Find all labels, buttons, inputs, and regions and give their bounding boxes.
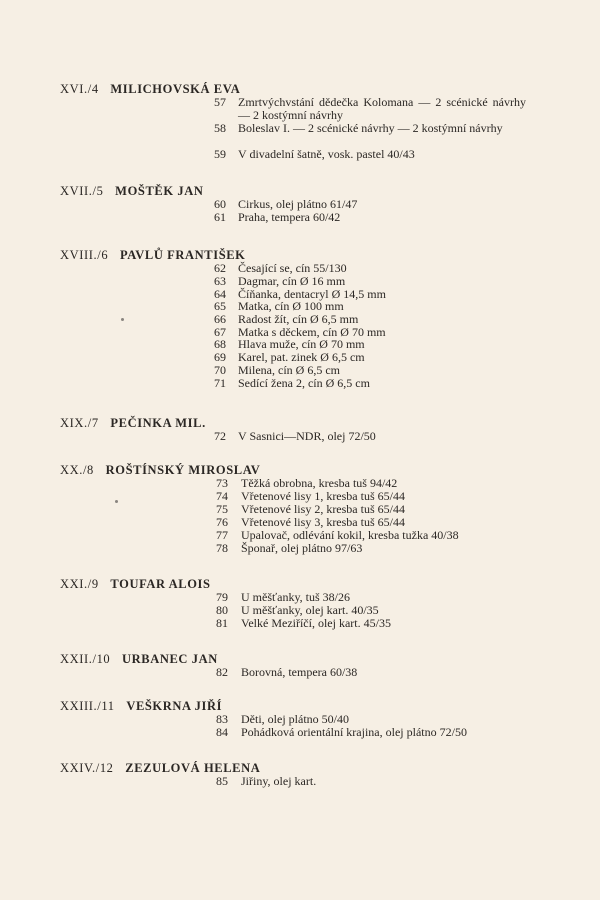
- artwork-number: 69: [214, 350, 226, 364]
- artwork-description: Těžká obrobna, kresba tuš 94/42: [241, 476, 398, 490]
- artwork-description: Velké Meziříčí, olej kart. 45/35: [241, 616, 391, 630]
- print-speck: [115, 500, 118, 503]
- artwork-number: 79: [216, 590, 228, 604]
- artwork-description: Praha, tempera 60/42: [238, 210, 341, 224]
- artwork-description: V divadelní šatně, vosk. pastel 40/43: [238, 147, 415, 161]
- section-code: XIX./7: [60, 416, 99, 430]
- artwork-number: 83: [216, 712, 228, 726]
- artist-heading: [60, 761, 260, 776]
- artist-heading: [60, 652, 218, 667]
- artwork-number: 67: [214, 325, 226, 339]
- artwork-number: 59: [214, 147, 226, 161]
- artwork-number: 76: [216, 515, 228, 529]
- artist-name: ZEZULOVÁ HELENA: [125, 761, 261, 775]
- artwork-number: 63: [214, 274, 226, 288]
- section-code: XVI./4: [60, 82, 99, 96]
- artist-heading: [60, 577, 211, 592]
- artwork-number: 74: [216, 489, 228, 503]
- artwork-number: 64: [214, 287, 226, 301]
- artwork-description: Děti, olej plátno 50/40: [241, 712, 349, 726]
- artist-name: VEŠKRNA JIŘÍ: [126, 699, 223, 713]
- section-code: XXI./9: [60, 577, 99, 591]
- artwork-number: 78: [216, 541, 228, 555]
- artwork-description: Matka s děckem, cín Ø 70 mm: [238, 325, 386, 339]
- artwork-description: Matka, cín Ø 100 mm: [238, 299, 344, 313]
- section-code: XXIII./11: [60, 699, 115, 713]
- artwork-number: 58: [214, 121, 226, 135]
- artwork-number: 73: [216, 476, 228, 490]
- artwork-description: Číňanka, dentacryl Ø 14,5 mm: [238, 287, 386, 301]
- print-speck: [121, 318, 124, 321]
- artwork-description: Milena, cín Ø 6,5 cm: [238, 363, 340, 377]
- artwork-description: Vřetenové lisy 1, kresba tuš 65/44: [241, 489, 405, 503]
- artwork-description: Jiřiny, olej kart.: [241, 774, 317, 788]
- artwork-number: 82: [216, 665, 228, 679]
- artwork-number: 62: [214, 261, 226, 275]
- artwork-number: 61: [214, 210, 226, 224]
- artist-name: PEČINKA MIL.: [110, 416, 206, 430]
- artwork-description: Vřetenové lisy 2, kresba tuš 65/44: [241, 502, 405, 516]
- section-code: XVIII./6: [60, 248, 109, 262]
- artwork-number: 60: [214, 197, 226, 211]
- artist-heading: [60, 416, 206, 431]
- artwork-number: 75: [216, 502, 228, 516]
- artwork-number: 80: [216, 603, 228, 617]
- artwork-description: Vřetenové lisy 3, kresba tuš 65/44: [241, 515, 405, 529]
- artwork-description: Dagmar, cín Ø 16 mm: [238, 274, 346, 288]
- artist-heading: [60, 463, 260, 478]
- artist-name: ROŠTÍNSKÝ MIROSLAV: [105, 463, 261, 477]
- artist-heading: [60, 184, 203, 199]
- section-code: XX./8: [60, 463, 94, 477]
- artist-name: URBANEC JAN: [122, 652, 218, 666]
- artwork-description: Radost žít, cín Ø 6,5 mm: [238, 312, 359, 326]
- artwork-number: 85: [216, 774, 228, 788]
- artwork-description: V Sasnici—NDR, olej 72/50: [238, 429, 376, 443]
- artwork-number: 68: [214, 337, 226, 351]
- artist-name: MILICHOVSKÁ EVA: [110, 82, 241, 96]
- artwork-description: Borovná, tempera 60/38: [241, 665, 358, 679]
- artwork-description: Hlava muže, cín Ø 70 mm: [238, 337, 365, 351]
- artwork-number: 84: [216, 725, 228, 739]
- artwork-description: U měšťanky, tuš 38/26: [241, 590, 351, 604]
- artwork-description: Upalovač, odlévání kokil, kresba tužka 40/38: [241, 528, 459, 542]
- section-code: XXIV./12: [60, 761, 114, 775]
- section-code: XXII./10: [60, 652, 111, 666]
- artwork-number: 77: [216, 528, 228, 542]
- artist-name: TOUFAR ALOIS: [110, 577, 211, 591]
- artwork-number: 57: [214, 95, 226, 109]
- artist-name: MOŠTĚK JAN: [115, 184, 204, 198]
- artwork-description: Cirkus, olej plátno 61/47: [238, 197, 358, 211]
- artwork-description: Šponař, olej plátno 97/63: [241, 541, 363, 555]
- artwork-number: 71: [214, 376, 226, 390]
- artwork-description: Zmrtvýchvstání dědečka Kolomana — 2 scénické návrhy — 2 kostýmní návrhy: [238, 95, 526, 122]
- artwork-description: Česající se, cín 55/130: [238, 261, 347, 275]
- artwork-number: 66: [214, 312, 226, 326]
- artwork-number: 65: [214, 299, 226, 313]
- artwork-description: Sedící žena 2, cín Ø 6,5 cm: [238, 376, 370, 390]
- artwork-description: Pohádková orientální krajina, olej plátno 72/50: [241, 725, 467, 739]
- section-code: XVII./5: [60, 184, 104, 198]
- artwork-description: Boleslav I. — 2 scénické návrhy — 2 kostýmní návrhy: [238, 121, 503, 135]
- artist-name: PAVLŮ FRANTIŠEK: [119, 248, 246, 262]
- artwork-description: Karel, pat. zinek Ø 6,5 cm: [238, 350, 365, 364]
- artwork-description: U měšťanky, olej kart. 40/35: [241, 603, 379, 617]
- artwork-number: 72: [214, 429, 226, 443]
- artwork-number: 70: [214, 363, 226, 377]
- artwork-number: 81: [216, 616, 228, 630]
- artist-heading: [60, 699, 222, 714]
